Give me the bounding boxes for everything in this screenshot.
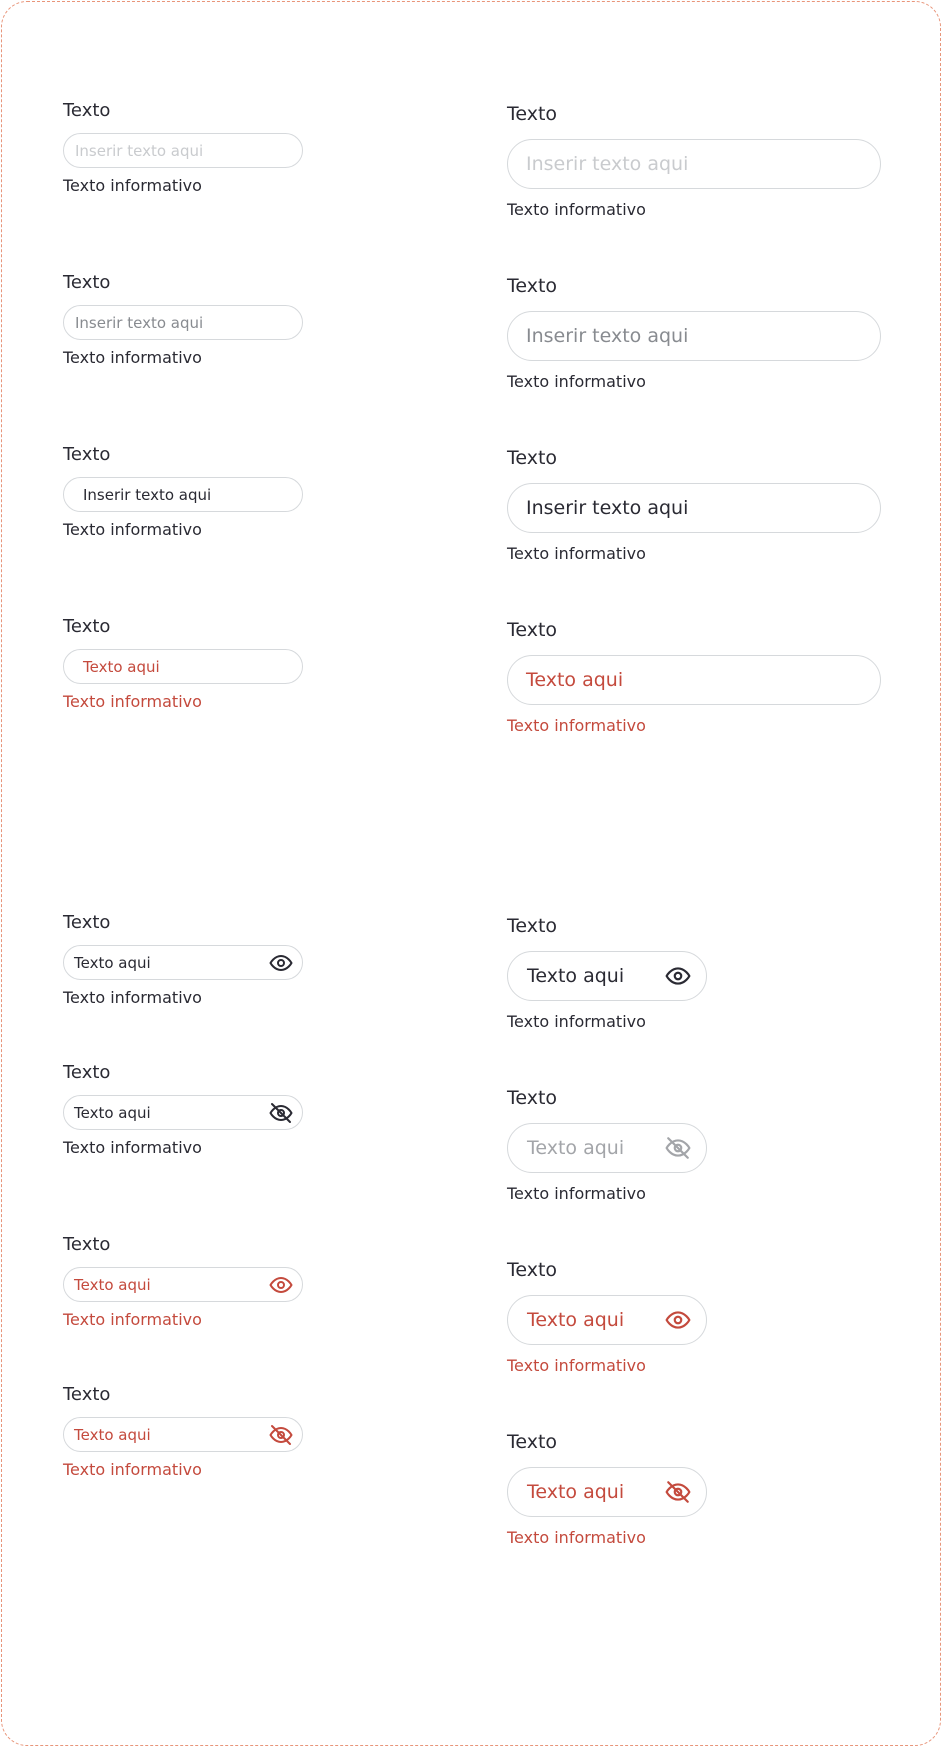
input-value: Texto aqui bbox=[83, 657, 160, 676]
canvas-frame bbox=[1, 1, 941, 1746]
input-value: Texto aqui bbox=[526, 669, 624, 691]
field-label: Texto bbox=[63, 1384, 111, 1405]
input-placeholder: Inserir texto aqui bbox=[75, 141, 204, 160]
text-input[interactable] bbox=[507, 483, 881, 533]
eye-icon[interactable] bbox=[664, 963, 692, 989]
helper-text: Texto informativo bbox=[63, 348, 202, 367]
helper-text-error: Texto informativo bbox=[507, 716, 646, 735]
field-label: Texto bbox=[507, 1087, 558, 1109]
helper-text: Texto informativo bbox=[507, 1184, 646, 1203]
helper-text-error: Texto informativo bbox=[63, 692, 202, 711]
password-input[interactable] bbox=[63, 1267, 303, 1302]
helper-text: Texto informativo bbox=[63, 176, 202, 195]
eye-off-icon[interactable] bbox=[664, 1479, 692, 1505]
text-input[interactable] bbox=[63, 649, 303, 684]
field-label: Texto bbox=[507, 915, 558, 937]
input-value: Texto aqui bbox=[527, 1309, 625, 1331]
helper-text: Texto informativo bbox=[507, 372, 646, 391]
field-label: Texto bbox=[63, 1062, 111, 1083]
eye-icon[interactable] bbox=[664, 1307, 692, 1333]
field-label: Texto bbox=[507, 275, 558, 297]
field-label: Texto bbox=[507, 1259, 558, 1281]
eye-off-icon[interactable] bbox=[268, 1423, 294, 1447]
input-value: Inserir texto aqui bbox=[526, 497, 689, 519]
eye-off-icon[interactable] bbox=[268, 1101, 294, 1125]
input-value: Texto aqui bbox=[74, 1425, 151, 1444]
field-label: Texto bbox=[63, 912, 111, 933]
helper-text: Texto informativo bbox=[63, 988, 202, 1007]
field-label: Texto bbox=[507, 1431, 558, 1453]
password-input[interactable] bbox=[63, 1417, 303, 1452]
eye-icon[interactable] bbox=[268, 951, 294, 975]
input-value: Texto aqui bbox=[527, 1137, 625, 1159]
input-value: Texto aqui bbox=[74, 1275, 151, 1294]
input-value: Texto aqui bbox=[527, 965, 625, 987]
helper-text-error: Texto informativo bbox=[63, 1460, 202, 1479]
input-value: Texto aqui bbox=[74, 953, 151, 972]
field-label: Texto bbox=[507, 103, 558, 125]
helper-text: Texto informativo bbox=[63, 1138, 202, 1157]
input-value: Texto aqui bbox=[74, 1103, 151, 1122]
password-input[interactable] bbox=[507, 1467, 707, 1517]
text-input[interactable] bbox=[63, 133, 303, 168]
helper-text-error: Texto informativo bbox=[507, 1356, 646, 1375]
helper-text: Texto informativo bbox=[507, 544, 646, 563]
helper-text: Texto informativo bbox=[507, 200, 646, 219]
field-label: Texto bbox=[63, 444, 111, 465]
input-placeholder: Inserir texto aqui bbox=[526, 153, 689, 175]
helper-text: Texto informativo bbox=[63, 520, 202, 539]
eye-icon[interactable] bbox=[268, 1273, 294, 1297]
eye-off-icon[interactable] bbox=[664, 1135, 692, 1161]
input-placeholder: Inserir texto aqui bbox=[75, 313, 204, 332]
field-label: Texto bbox=[507, 619, 558, 641]
field-label: Texto bbox=[63, 100, 111, 121]
text-input[interactable] bbox=[507, 311, 881, 361]
input-value: Inserir texto aqui bbox=[83, 485, 212, 504]
text-input[interactable] bbox=[507, 139, 881, 189]
field-label: Texto bbox=[507, 447, 558, 469]
field-label: Texto bbox=[63, 616, 111, 637]
helper-text-error: Texto informativo bbox=[507, 1528, 646, 1547]
password-input[interactable] bbox=[507, 951, 707, 1001]
text-input[interactable] bbox=[63, 477, 303, 512]
helper-text-error: Texto informativo bbox=[63, 1310, 202, 1329]
text-input[interactable] bbox=[507, 655, 881, 705]
password-input[interactable] bbox=[507, 1295, 707, 1345]
password-input[interactable] bbox=[63, 1095, 303, 1130]
text-input[interactable] bbox=[63, 305, 303, 340]
input-value: Texto aqui bbox=[527, 1481, 625, 1503]
password-input[interactable] bbox=[63, 945, 303, 980]
field-label: Texto bbox=[63, 272, 111, 293]
helper-text: Texto informativo bbox=[507, 1012, 646, 1031]
field-label: Texto bbox=[63, 1234, 111, 1255]
password-input[interactable] bbox=[507, 1123, 707, 1173]
input-placeholder: Inserir texto aqui bbox=[526, 325, 689, 347]
